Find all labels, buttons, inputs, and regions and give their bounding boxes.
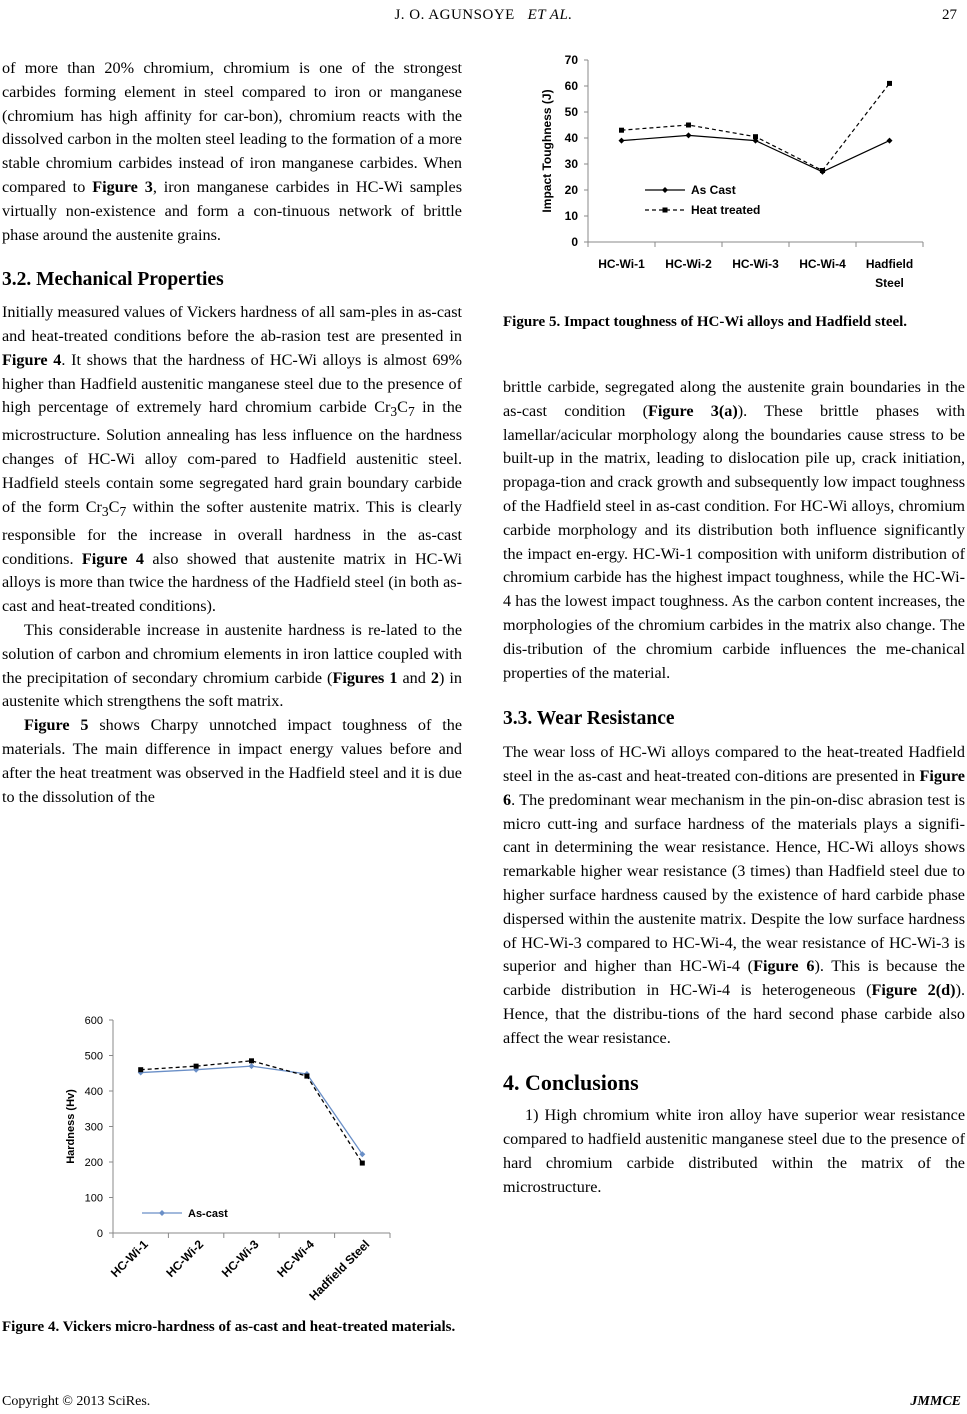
x-tick-label: Steel [875,276,904,290]
data-point-marker [360,1161,365,1166]
data-point-marker [820,168,825,173]
data-point-marker [619,138,625,144]
figure-6-link[interactable]: Figure 6 [503,766,965,809]
legend-label: Heat treated [691,203,761,217]
y-tick-label: 60 [564,79,578,93]
y-tick-label: 500 [84,1050,103,1063]
y-axis-title: Impact Toughness (J) [540,89,554,213]
data-point-marker [686,132,692,138]
y-axis-title: Hardness (Hv) [65,1089,77,1164]
paragraph-austenite [2,619,462,714]
right-column [503,376,965,1200]
y-tick-label: 70 [564,53,578,67]
text: ) in austenite which strengthens the soft matrix. [2,668,463,711]
data-point-marker [619,128,624,133]
text: Initially measured values of Vickers hardness of all sam-ples in as-cast and heat-treated conditions before the ab-rasion test are presented in [2,303,462,345]
figure-4-hardness-chart [60,1000,405,1305]
text: in the microstructure. Solution annealing has less influence on the hardness changes of HC-Wi alloy com-pared to Hadfield austenitic steel. Hadfield steels contain some segregated hard grain boundary carbide of the form Cr [2,398,462,516]
footer-copyright: Copyright © 2013 SciRes. [2,1394,151,1409]
series-line-1 [141,1066,363,1154]
paragraph-impact [2,714,462,809]
y-tick-label: 400 [84,1086,103,1098]
section-heading-conclusions: 4. Conclusions [503,1069,639,1095]
x-tick-label: HC-Wi-2 [665,257,712,271]
paragraph-conclusion-1: 1) High chromium white iron alloy have superior wear resistance compared to hadfield austenitic manganese steel due to the presence of hard chromium carbide distributed within the matrix of the microstructure. [503,1106,965,1196]
subscript: 7 [407,404,415,420]
x-tick-label: HC-Wi-4 [799,257,846,271]
text: also showed that austenite matrix in HC-Wi alloys is more than twice the hardness of the Hadfield steel (in both as-cast and heat-treated conditions). [2,549,462,616]
data-point-marker [753,134,758,139]
figure-3a-link[interactable]: Figure 3(a) [648,401,738,420]
x-tick-label: Hadfield Steel [306,1237,373,1304]
y-tick-label: 600 [84,1015,103,1027]
y-tick-label: 100 [84,1192,103,1205]
x-tick-label: HC-Wi-4 [274,1237,318,1281]
subscript: 3 [101,504,109,520]
running-head-authors: J. O. AGUNSOYE [394,7,515,23]
figure-5-caption: Figure 5. Impact toughness of HC-Wi alloys and Hadfield steel. [503,314,908,330]
running-head-etal: ET AL. [527,7,573,23]
y-tick-label: 300 [84,1121,103,1134]
text: . The predominant wear mechanism in the pin-on-disc abrasion test is micro cutt-ing and surface hardness of the materials plays a signifi-cant in determining the wear resistance. Hence, HC-Wi alloys shows remarkable higher wear resistance (3 times) than Hadfield steel due to higher surface hardness caused by the existence of hard carbide phase dispersed within the austenite matrix. Despite the low surface hardness of HC-Wi-3 compared to HC-Wi-4, the wear resistance of HC-Wi-3 is superior and higher than HC-Wi-4 ( [503,790,965,976]
legend-label: As Cast [691,183,736,197]
x-tick-label: HC-Wi-1 [598,257,645,271]
paragraph-brittle [503,376,965,685]
x-tick-label: HC-Wi-1 [107,1237,151,1281]
y-tick-label: 40 [564,131,578,145]
figure-5-impact-chart [525,45,945,300]
figure-5-link[interactable]: Figure 5 [24,716,89,735]
text: ). These brittle phases with lamellar/acicular morphology along the boundaries cause stress to be built-up in the matrix, leading to dislocation pile up, crack initiation, propaga-tion and crack growth and subsequently low impact toughness of the Hadfield steel in as-cast condition. For HC-Wi alloys, chromium carbide morphology and its distribution both influence significantly the impact en-ergy. HC-Wi-1 composition with uniform distribution of chromium carbide has the highest impact toughness, while the HC-Wi-4 has the lowest impact toughness. As the carbon content increases, the morphologies of the chromium carbides in the matrix also change. The dis-tribution of the chromium carbide influences the me-chanical properties of the material. [503,401,966,682]
y-tick-label: 20 [564,183,578,197]
text: C [108,497,120,516]
figure-3-link[interactable]: Figure 3 [92,177,153,196]
figure-4-caption: Figure 4. Vickers micro-hardness of as-cast and heat-treated materials. [2,1319,456,1335]
page-number: 27 [942,7,957,23]
y-tick-label: 10 [564,209,578,223]
series-line-2 [141,1061,363,1163]
text: The wear loss of HC-Wi alloys compared to the heat-treated Hadfield steel in the as-cast and heat-treated con-ditions are presented in [503,743,965,785]
left-column-top [2,57,462,809]
figure-2d-link[interactable]: Figure 2(d) [871,981,956,1000]
series-line-2 [622,83,890,170]
data-point-marker [194,1064,199,1069]
figure-2-link[interactable]: 2 [430,668,439,687]
x-tick-label: Hadfield [865,257,914,271]
figure-6-link[interactable]: Figure 6 [753,957,815,976]
text: ). Hence, that the distribu-tions of the hard second phase carbide also affect the wear resistance. [503,981,965,1047]
page-header [0,0,967,30]
text: . It shows that the hardness of HC-Wi alloys is almost 69% higher than Hadfield austenitic manganese steel due to the presence of high percentage of extremely hard chromium carbide Cr [2,350,462,417]
data-point-marker [304,1074,309,1079]
footer-journal: JMMCE [910,1394,961,1409]
text: within the softer austenite matrix. This is clearly responsible for the increase in overall hardness in the as-cast conditions. [2,497,462,568]
y-tick-label: 50 [564,105,578,119]
legend-marker [663,208,668,213]
text: and [397,668,431,687]
data-point-marker [138,1067,143,1072]
section-heading-wear: 3.3. Wear Resistance [503,708,675,730]
x-tick-label: HC-Wi-3 [732,257,779,271]
legend-label: As-cast [188,1208,228,1220]
subscript: 3 [390,404,398,420]
text: , iron manganese carbides in HC-Wi samples virtually non-existence and form a con-tinuous network of brittle phase around the austenite grains. [2,177,462,244]
y-tick-label: 30 [564,157,578,171]
text: ). This is because the carbide distribution in HC-Wi-4 is heterogeneous ( [503,957,965,1000]
data-point-marker [686,123,691,128]
y-tick-label: 0 [571,235,578,249]
y-tick-label: 200 [84,1157,103,1169]
legend-marker [662,187,668,193]
figure-4-link[interactable]: Figure 4 [81,549,144,568]
subscript: 7 [119,504,127,520]
paragraph-carbides [2,57,462,247]
figure-4-link[interactable]: Figure 4 [2,350,62,369]
x-tick-label: HC-Wi-3 [218,1237,262,1281]
legend-marker [159,1210,165,1216]
text: shows Charpy unnotched impact toughness of the materials. The main difference in impact energy values before and after the heat treatment was observed in the Hadfield steel and it is due to the dissolution of the [2,716,462,806]
running-head [0,7,967,24]
paragraph-hardness [2,301,462,619]
text: brittle carbide, segregated along the austenite grain boundaries in the as-cast condition ( [503,378,965,420]
section-heading-mechanical: 3.2. Mechanical Properties [2,269,224,291]
y-tick-label: 0 [96,1228,103,1240]
text: This considerable increase in austenite hardness is re-lated to the solution of carbon and chromium elements in iron lattice coupled with the precipitation of secondary chromium carbide ( [2,621,462,687]
text: C [397,398,408,417]
data-point-marker [249,1063,255,1069]
data-point-marker [887,81,892,86]
figure-1-link[interactable]: Figures 1 [332,668,398,687]
data-point-marker [249,1058,254,1063]
paragraph-wear [503,741,965,1050]
text: of more than 20% chromium, chromium is one of the strongest carbides forming element in steel compared to iron or manganese (chromium has high affinity for car-bon), chromium reacts with the dissolved carbon in the molten steel leading to the formation of a more stable chromium carbides instead of iron manganese carbides. When compared to [2,59,462,196]
x-tick-label: HC-Wi-2 [163,1237,207,1281]
data-point-marker [887,138,893,144]
